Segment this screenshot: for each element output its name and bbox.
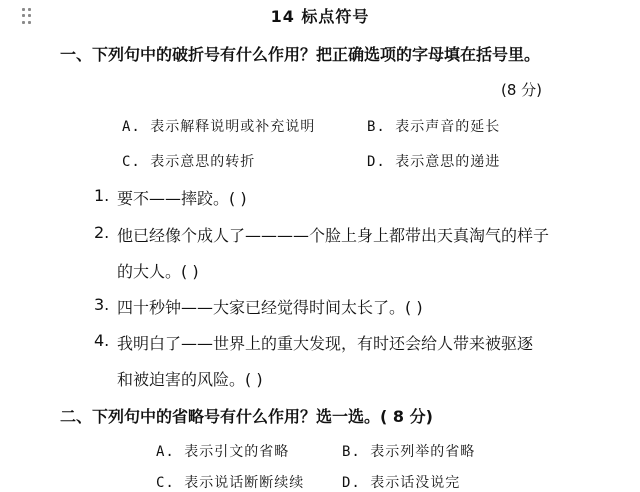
section2-option-b: B. 表示列举的省略: [342, 444, 476, 460]
section2-heading: 二、下列句中的省略号有什么作用？选一选。( 8 分): [60, 407, 433, 426]
question-2-continuation: 的大人。( ): [117, 262, 199, 281]
section1-score: (8 分): [500, 81, 542, 99]
section2-option-c: C. 表示说话断断续续: [156, 475, 305, 491]
section2-option-a: A. 表示引文的省略: [156, 444, 290, 460]
section2-option-d: D. 表示话没说完: [342, 475, 461, 491]
question-4-text: 我明白了——世界上的重大发现，有时还会给人带来被驱逐: [117, 334, 534, 353]
question-2-number: 2.: [94, 223, 110, 242]
question-4-number: 4.: [94, 331, 110, 350]
page-title: 14 标点符号: [270, 7, 370, 26]
question-3-text: 四十秒钟——大家已经觉得时间太长了。( ): [117, 298, 423, 317]
option-d: D. 表示意思的递进: [367, 154, 501, 170]
question-3-number: 3.: [94, 295, 110, 314]
option-b: B. 表示声音的延长: [367, 119, 501, 135]
section1-heading: 一、下列句中的破折号有什么作用？把正确选项的字母填在括号里。: [60, 45, 541, 64]
option-c: C. 表示意思的转折: [122, 154, 256, 170]
question-1-text: 要不——摔跤。( ): [117, 189, 247, 208]
question-4-continuation: 和被迫害的风险。( ): [117, 370, 263, 389]
option-a: A. 表示解释说明或补充说明: [122, 119, 316, 135]
question-2-text: 他已经像个成人了————个脸上身上都带出天真淘气的样子: [117, 226, 550, 245]
question-1-number: 1.: [94, 186, 110, 205]
